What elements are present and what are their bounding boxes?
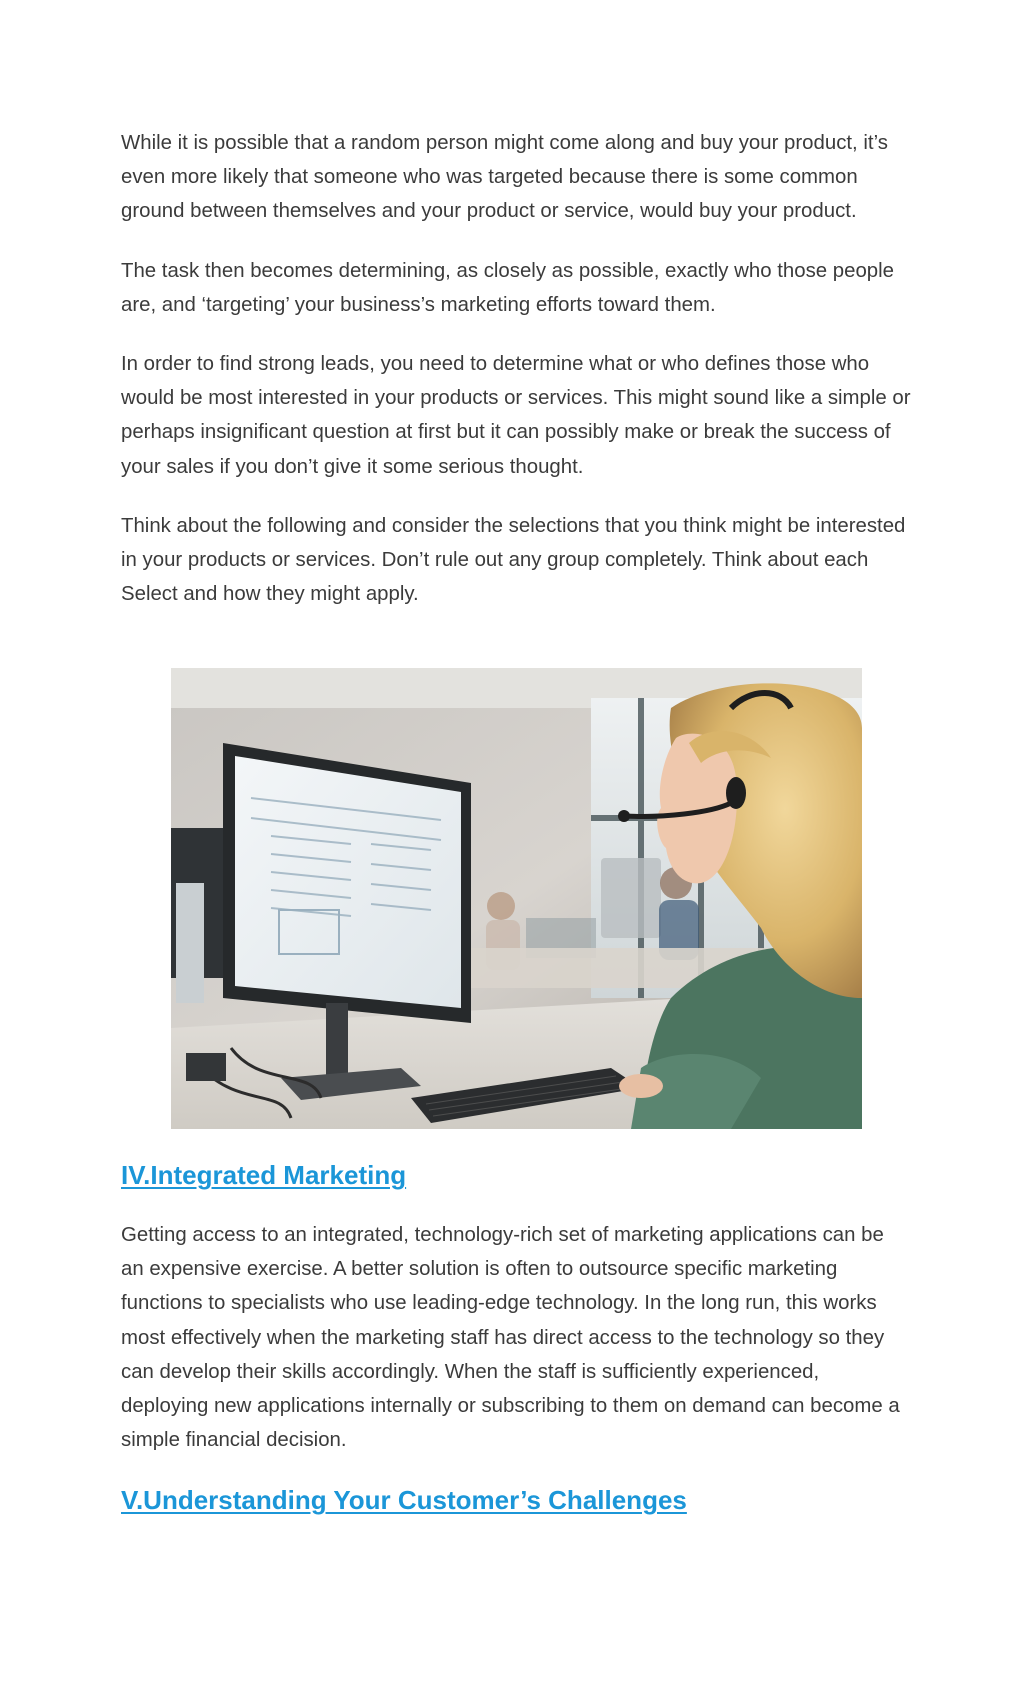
paragraph-2: The task then becomes determining, as closely as possible, exactly who those people are, and ‘targeting’ your business’s marketing efforts toward them. bbox=[121, 259, 895, 316]
customer-challenges-link[interactable]: V.Understanding Your Customer’s Challenges bbox=[121, 1485, 687, 1515]
section-heading-integrated-marketing[interactable] bbox=[121, 1159, 406, 1191]
section-heading-customer-challenges[interactable] bbox=[121, 1484, 687, 1516]
integrated-marketing-paragraph: Getting access to an integrated, technology-rich set of marketing applications can be an expensive exercise. A better solution is often to outsource specific marketing functions to specialists who use leading-edge technology. In the long run, this works most effectively when the marketing staff has direct access to the technology so they can develop their skills accordingly. When the staff is sufficiently experienced, deploying new applications internally or subscribing to them on demand can become a simple financial decision. bbox=[121, 1224, 900, 1452]
integrated-marketing-link[interactable]: IV.Integrated Marketing bbox=[121, 1160, 407, 1190]
paragraph-3: In order to find strong leads, you need to determine what or who defines those who would be most interested in your products or services. This might sound like a simple or perhaps insignificant question at first but it can possibly make or break the success of your sales if you don’t give it some serious thought. bbox=[121, 353, 911, 478]
paragraph-1: While it is possible that a random person might come along and buy your product, it’s even more likely that someone who was targeted because there is some common ground between themselves and your product or service, would buy your product. bbox=[121, 132, 888, 223]
intro-text bbox=[121, 126, 911, 636]
paragraph-4: Think about the following and consider the selections that you think might be interested in your products or services. Don’t rule out any group completely. Think about each Select and how they might apply. bbox=[121, 514, 906, 606]
call-center-photo bbox=[171, 668, 862, 1129]
